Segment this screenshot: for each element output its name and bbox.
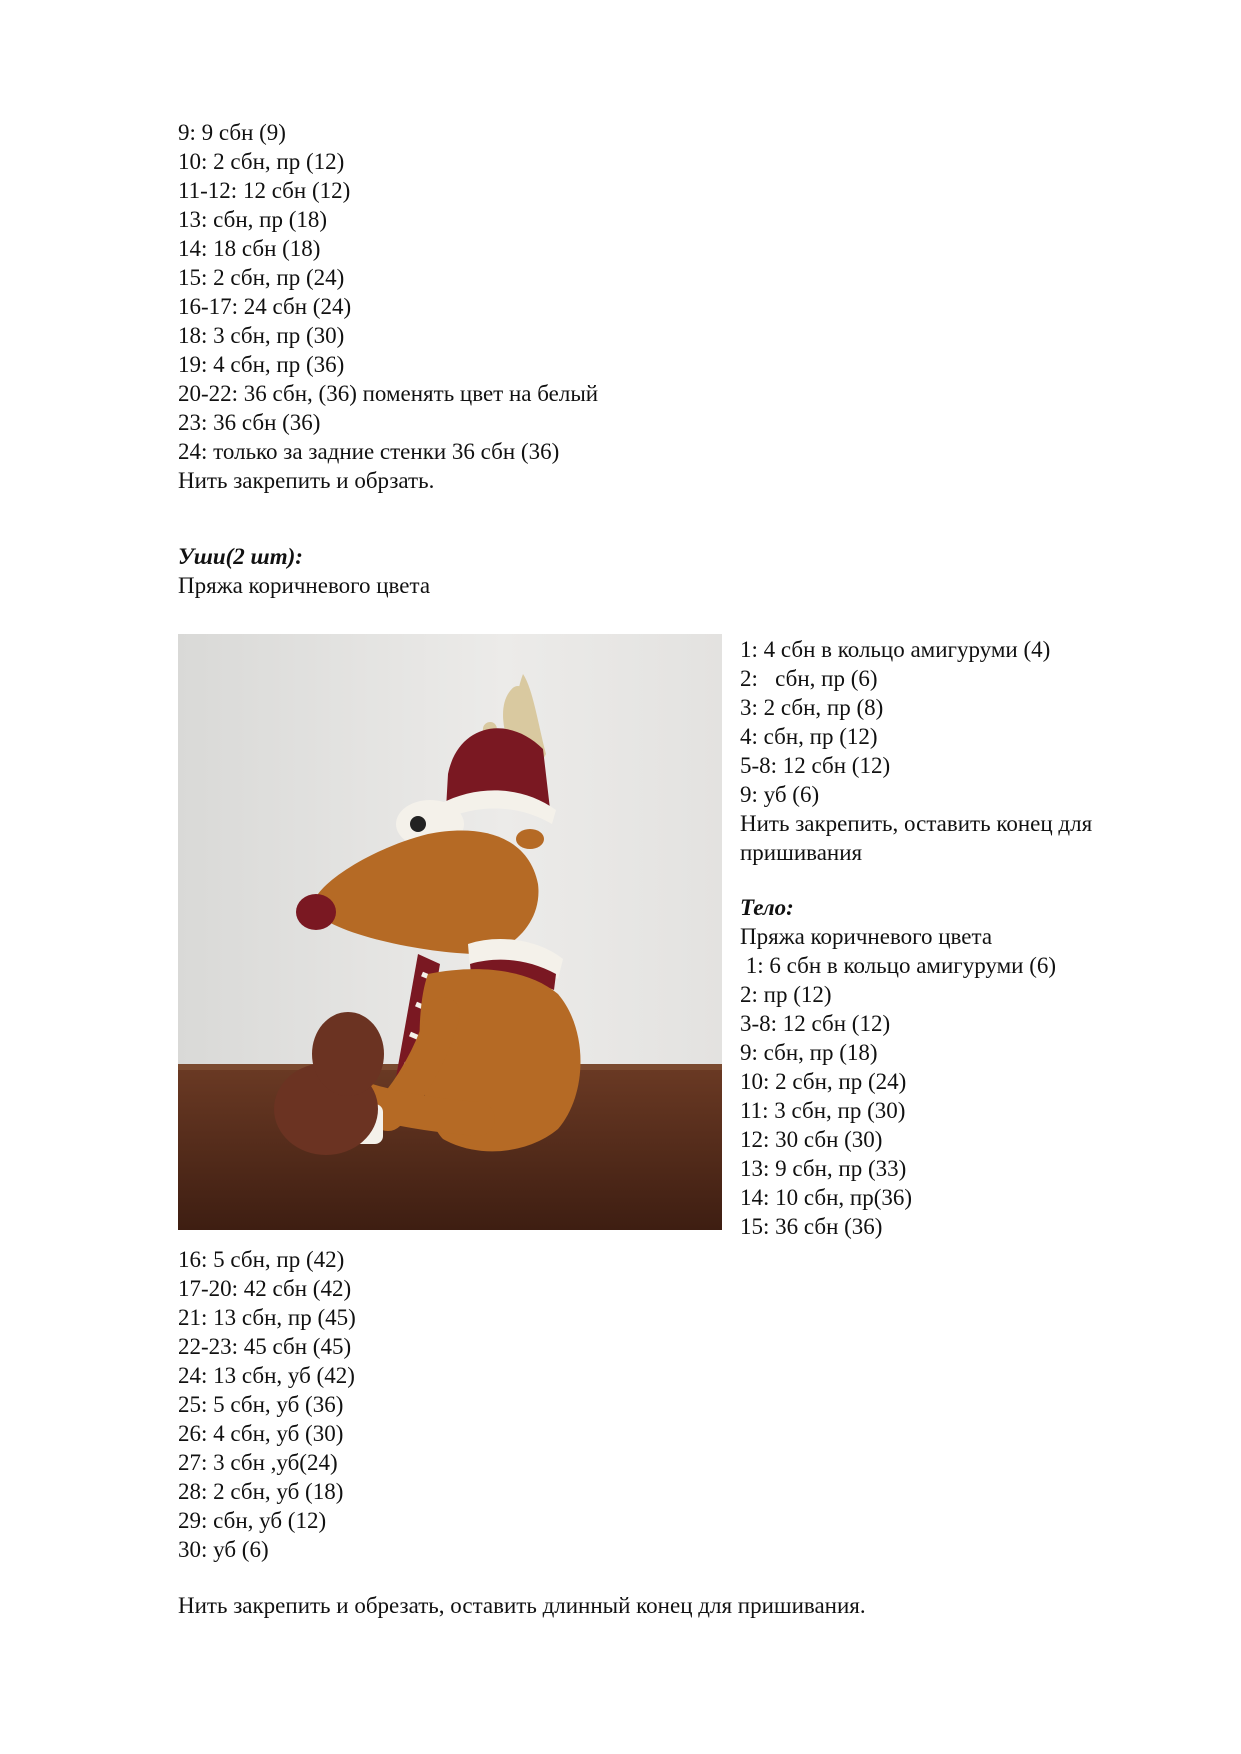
ears-heading: Уши(2 шт): [178,544,303,569]
ears-row: пришивания [740,840,863,865]
ears-row: 2: сбн, пр (6) [740,666,878,691]
body-row: 26: 4 сбн, уб (30) [178,1421,344,1446]
pattern-row: 11-12: 12 сбн (12) [178,178,351,203]
body-row: 29: сбн, уб (12) [178,1508,327,1533]
body-row: 9: сбн, пр (18) [740,1040,878,1065]
body-row: 2: пр (12) [740,982,832,1007]
ears-row: 1: 4 сбн в кольцо амигуруми (4) [740,637,1051,662]
body-row: 15: 36 сбн (36) [740,1214,883,1239]
body-row: 17-20: 42 сбн (42) [178,1276,352,1301]
body-row: 21: 13 сбн, пр (45) [178,1305,356,1330]
body-yarn: Пряжа коричневого цвета [740,924,993,949]
ears-row: 5-8: 12 сбн (12) [740,753,891,778]
body-row: 16: 5 сбн, пр (42) [178,1247,345,1272]
ears-row: 4: сбн, пр (12) [740,724,878,749]
pattern-row: 23: 36 сбн (36) [178,410,321,435]
body-row: 25: 5 сбн, уб (36) [178,1392,344,1417]
pattern-row: 13: сбн, пр (18) [178,207,328,232]
pattern-row: 20-22: 36 сбн, (36) поменять цвет на белый [178,381,599,406]
body-row: 22-23: 45 сбн (45) [178,1334,352,1359]
pattern-row: 16-17: 24 сбн (24) [178,294,352,319]
ears-row: 9: уб (6) [740,782,820,807]
pattern-row: 9: 9 сбн (9) [178,120,286,145]
body-row: 10: 2 сбн, пр (24) [740,1069,907,1094]
body-rows-right [740,951,1056,1241]
reindeer-photo [178,634,722,1230]
body-section [740,893,1056,1241]
pattern-rows-top [178,118,598,495]
pattern-row: 14: 18 сбн (18) [178,236,321,261]
body-row: 1: 6 сбн в кольцо амигуруми (6) [740,953,1057,978]
body-row: 13: 9 сбн, пр (33) [740,1156,907,1181]
body-row: 28: 2 сбн, уб (18) [178,1479,344,1504]
ears-section [178,542,430,600]
ears-row: Нить закрепить, оставить конец для [740,811,1093,836]
pattern-row: Нить закрепить и обрзать. [178,468,435,493]
pattern-row: 24: только за задние стенки 36 сбн (36) [178,439,560,464]
body-row: 3-8: 12 сбн (12) [740,1011,891,1036]
body-row: 30: уб (6) [178,1537,269,1562]
body-rows-below [178,1245,356,1564]
pattern-row: 19: 4 сбн, пр (36) [178,352,345,377]
ears-yarn: Пряжа коричневого цвета [178,573,431,598]
body-row: 12: 30 сбн (30) [740,1127,883,1152]
body-row: 27: 3 сбн ,уб(24) [178,1450,338,1475]
ears-row: 3: 2 сбн, пр (8) [740,695,884,720]
ears-rows [740,635,1092,867]
body-heading: Тело: [740,895,794,920]
pattern-row: 15: 2 сбн, пр (24) [178,265,345,290]
pattern-row: 18: 3 сбн, пр (30) [178,323,345,348]
finish-note: Нить закрепить и обрезать, оставить длинный конец для пришивания. [178,1593,866,1618]
pattern-row: 10: 2 сбн, пр (12) [178,149,345,174]
body-row: 24: 13 сбн, уб (42) [178,1363,355,1388]
body-row: 11: 3 сбн, пр (30) [740,1098,906,1123]
body-row: 14: 10 сбн, пр(36) [740,1185,913,1210]
